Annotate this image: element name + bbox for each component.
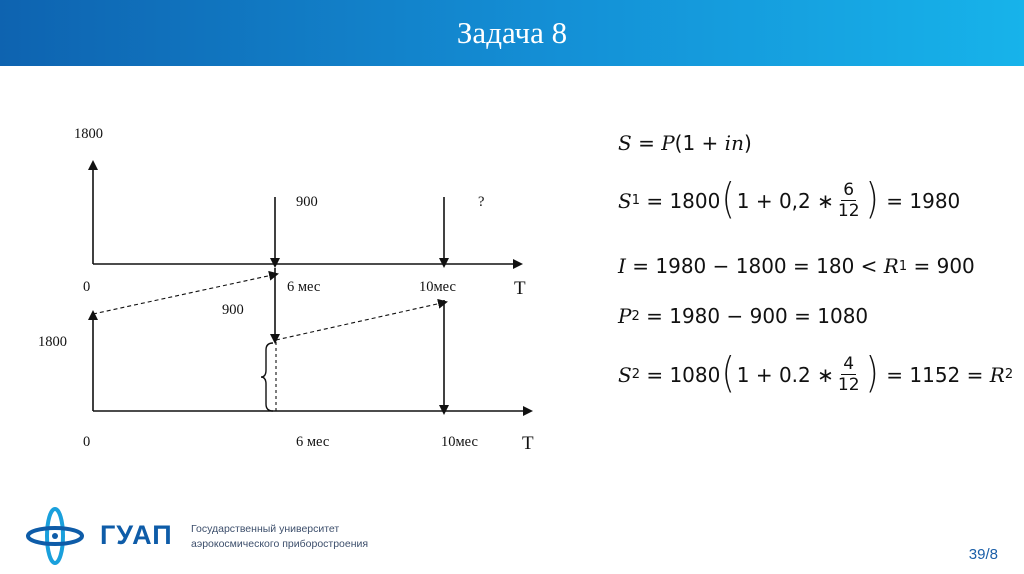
guap-emblem-icon: [24, 506, 86, 566]
logo-name: ГУАП: [100, 520, 173, 550]
f1-body: (1 +: [674, 131, 725, 155]
dashed-growth-2: [276, 302, 446, 340]
top-arrow1-label: 900: [296, 194, 318, 210]
formula-p2: [618, 304, 868, 328]
f5-lparen: (: [721, 347, 736, 397]
f5-rparen: ): [865, 347, 879, 397]
top-axis-name: T: [514, 278, 526, 299]
f2-inner: 1 + 0,2 ∗: [736, 188, 834, 213]
f5-lhs: S: [618, 362, 632, 387]
f5-den: 12: [837, 375, 860, 395]
bottom-axis-name: T: [522, 433, 534, 454]
f5-rsub: 2: [1004, 367, 1014, 382]
bottom-arrow1-label: 900: [222, 302, 244, 318]
f5-inner: 1 + 0.2 ∗: [736, 362, 834, 387]
f5-eq: = 1080: [646, 362, 721, 387]
f5-r: R: [989, 362, 1005, 387]
f1-close: ): [743, 131, 752, 155]
f2-rhs: = 1980: [886, 188, 961, 213]
formula-s1: [618, 173, 961, 223]
bottom-tick1-label: 6 мес: [296, 434, 330, 450]
f1-p: P: [661, 131, 675, 155]
formula-simple-interest: [618, 131, 752, 155]
bottom-y-label: 1800: [38, 334, 67, 350]
f1-lhs: S: [618, 131, 632, 155]
f5-sub: 2: [631, 367, 640, 382]
f2-den: 12: [837, 201, 860, 221]
f1-i: i: [724, 131, 732, 155]
f1-eq: =: [638, 131, 655, 155]
formula-interest: [618, 254, 975, 278]
top-origin-label: 0: [83, 279, 91, 295]
f3-sub: 1: [898, 258, 908, 274]
f3-mid: = 1980 − 1800 = 180 <: [632, 254, 878, 278]
f2-sub: 1: [631, 193, 640, 208]
f2-num: 6: [843, 180, 855, 200]
f5-num: 4: [843, 354, 855, 374]
top-tick2-label: 10мес: [419, 279, 456, 295]
f2-fraction: [838, 180, 860, 221]
f5-mid: = 1152 =: [886, 362, 984, 387]
f5-fraction: [838, 354, 860, 395]
f4-rhs: = 1980 − 900 = 1080: [646, 304, 869, 328]
f4-sub: 2: [631, 308, 640, 324]
guap-logo: [24, 506, 384, 566]
f3-lhs: I: [618, 254, 626, 278]
logo-line1: Государственный университет: [191, 523, 340, 535]
f3-rhs: = 900: [913, 254, 975, 278]
f1-n: n: [731, 131, 744, 155]
bottom-tick2-label: 10мес: [441, 434, 478, 450]
logo-line2: аэрокосмического приборостроения: [191, 538, 369, 550]
formula-s2: [618, 347, 1014, 397]
f2-eq: = 1800: [646, 188, 721, 213]
f3-r: R: [883, 254, 899, 278]
f2-lhs: S: [618, 188, 632, 213]
top-tick1-label: 6 мес: [287, 279, 321, 295]
slide-title: Задача 8: [456, 15, 568, 50]
bottom-origin-label: 0: [83, 434, 91, 450]
dashed-growth-1: [93, 274, 277, 314]
top-y-label: 1800: [74, 126, 103, 142]
curly-brace: [261, 343, 273, 411]
f4-lhs: P: [618, 304, 632, 328]
f2-lparen: (: [721, 173, 736, 223]
f2-rparen: ): [865, 173, 879, 223]
page-number: 39/8: [968, 546, 998, 563]
top-arrow2-label: ?: [478, 194, 485, 210]
